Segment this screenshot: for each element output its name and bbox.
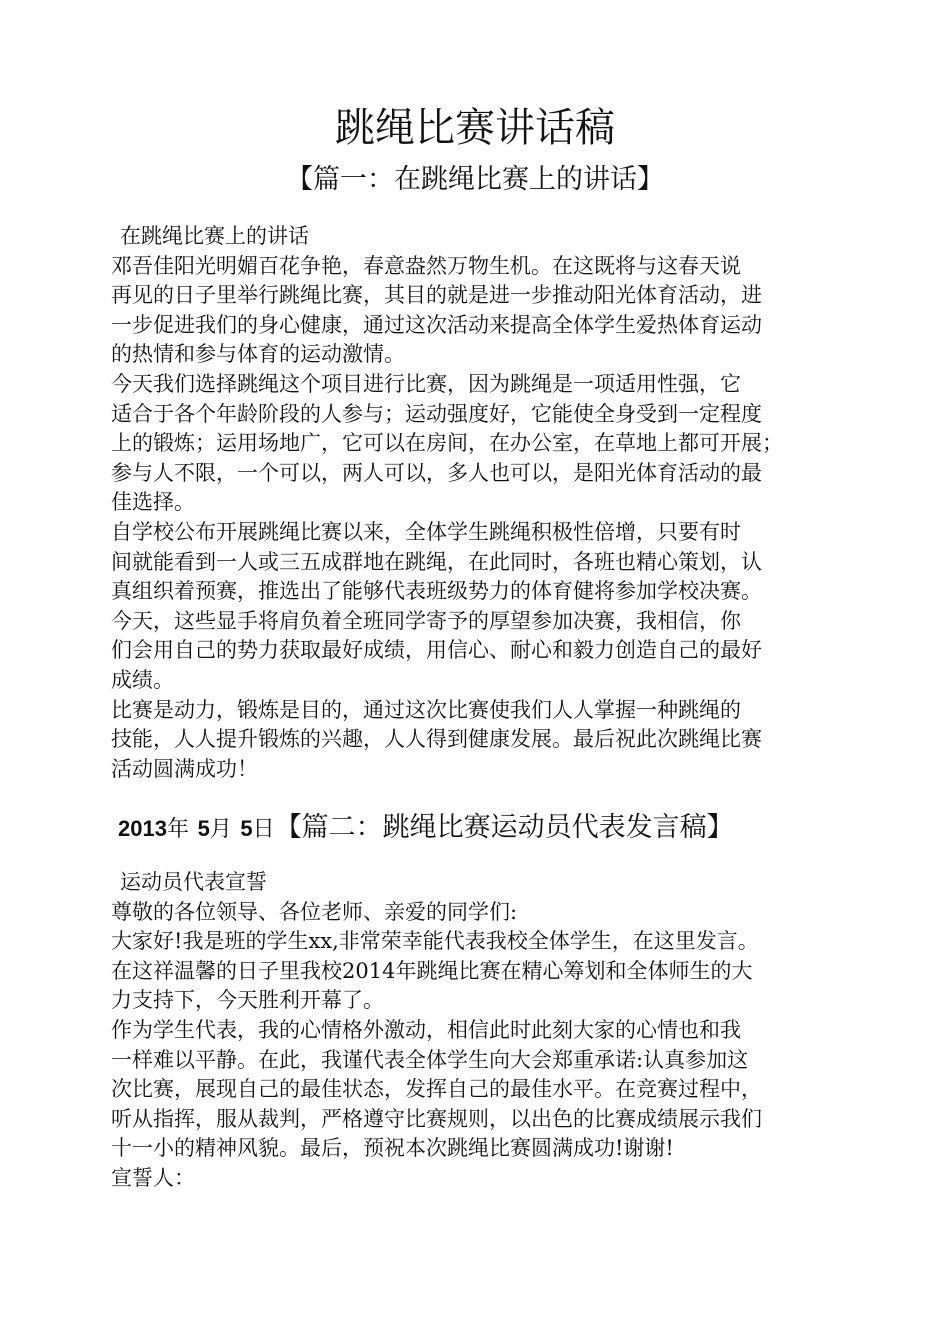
part1-line: 在跳绳比赛上的讲话 <box>120 224 309 248</box>
part1-line: 适合于各个年龄阶段的人参与；运动强度好，它能使全身受到一定程度 <box>111 401 762 426</box>
date-month: 5 <box>197 816 210 841</box>
part1-line: 再见的日子里举行跳绳比赛，其目的就是进一步推动阳光体育活动，进 <box>111 283 762 308</box>
part1-line: 邓吾佳阳光明媚百花争艳，春意盎然万物生机。在这既将与这春天说 <box>111 253 741 278</box>
part1-line: 自学校公布开展跳绳比赛以来，全体学生跳绳积极性倍增，只要有时 <box>111 519 741 544</box>
part1-line: 技能，人人提升锻炼的兴趣，人人得到健康发展。最后祝此次跳绳比赛 <box>111 727 762 752</box>
date-year: 2013 <box>118 816 167 841</box>
part1-line: 间就能看到一人或三五成群地在跳绳，在此同时，各班也精心策划，认 <box>111 549 762 574</box>
part1-line: 活动圆满成功！ <box>111 756 258 781</box>
part2-line: 在这祥温馨的日子里我校2014年跳绳比赛在精心筹划和全体师生的大 <box>111 958 753 983</box>
part1-line: 上的锻炼；运用场地广，它可以在房间，在办公室，在草地上都可开展； <box>111 431 783 456</box>
part2-line: 宣誓人： <box>111 1165 195 1190</box>
date-month-unit: 月 <box>209 817 232 842</box>
date-day-unit: 日 <box>252 817 275 842</box>
part1-heading: 【篇一：在跳绳比赛上的讲话】 <box>286 164 664 195</box>
part2-line: 力支持下，今天胜利开幕了。 <box>111 988 384 1013</box>
part2-line: 作为学生代表，我的心情格外激动，相信此时此刻大家的心情也和我 <box>111 1017 741 1042</box>
part2-line: 次比赛，展现自己的最佳状态，发挥自己的最佳水平。在竞赛过程中， <box>111 1077 762 1102</box>
document-title: 跳绳比赛讲话稿 <box>335 105 615 151</box>
part1-line: 今天，这些显手将肩负着全班同学寄予的厚望参加决赛，我相信，你 <box>111 608 741 633</box>
part2-line: 十一小的精神风貌。最后，预祝本次跳绳比赛圆满成功!谢谢! <box>111 1136 674 1161</box>
part1-line: 成绩。 <box>111 667 174 692</box>
part2-line: 大家好!我是班的学生xx,非常荣幸能代表我校全体学生，在这里发言。 <box>111 929 759 954</box>
part1-line: 们会用自己的势力获取最好成绩，用信心、耐心和毅力创造自己的最好 <box>111 638 762 663</box>
part2-body <box>111 868 839 1194</box>
part2-line: 运动员代表宣誓 <box>120 870 267 894</box>
part1-line: 比赛是动力，锻炼是目的，通过这次比赛使我们人人掌握一种跳绳的 <box>111 697 741 722</box>
part2-line: 听从指挥，服从裁判，严格遵守比赛规则，以出色的比赛成绩展示我们 <box>111 1106 762 1131</box>
part1-line: 的热情和参与体育的运动激情。 <box>111 342 405 367</box>
part1-line: 真组织着预赛，推选出了能够代表班级势力的体育健将参加学校决赛。 <box>111 579 762 604</box>
date-year-unit: 年 <box>166 817 189 842</box>
part1-line: 一步促进我们的身心健康，通过这次活动来提高全体学生爱热体育运动 <box>111 312 762 337</box>
part1-line: 今天我们选择跳绳这个项目进行比赛，因为跳绳是一项适用性强，它 <box>111 371 741 396</box>
part2-line: 一样难以平静。在此，我谨代表全体学生向大会郑重承诺:认真参加这 <box>111 1047 749 1072</box>
part2-heading-line <box>118 808 878 850</box>
date-day: 5 <box>240 816 253 841</box>
part2-line: 尊敬的各位领导、各位老师、亲爱的同学们: <box>111 899 518 924</box>
part1-body <box>111 222 839 784</box>
part1-line: 佳选择。 <box>111 490 195 515</box>
part2-heading: 【篇二：跳绳比赛运动员代表发言稿】 <box>274 812 734 843</box>
part1-line: 参与人不限，一个可以，两人可以，多人也可以，是阳光体育活动的最 <box>111 460 762 485</box>
